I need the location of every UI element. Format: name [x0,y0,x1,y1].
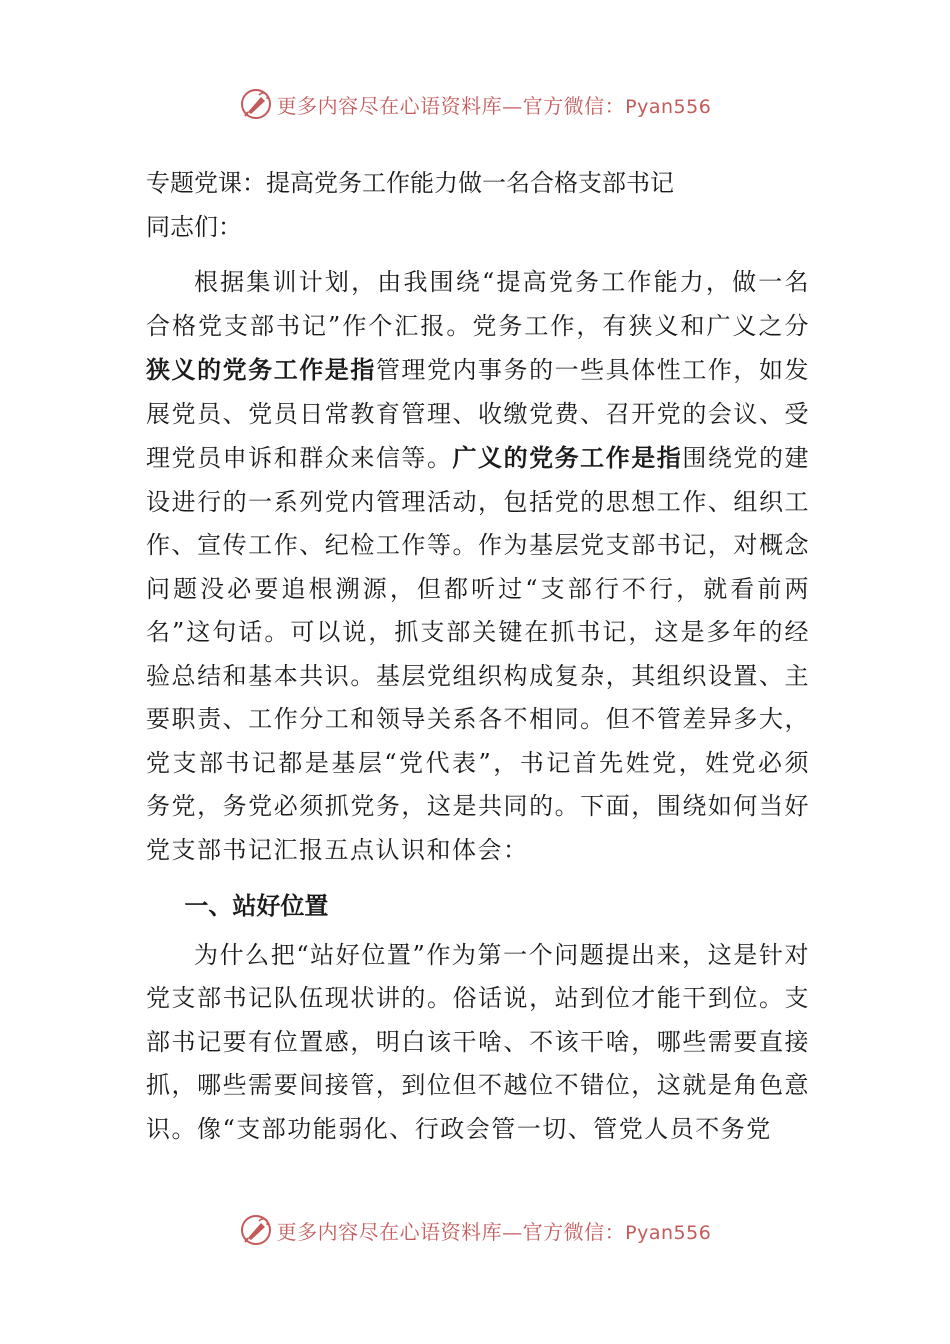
paragraph-text: 管理党内事务的一些具体性工作，如发展党员、党员日常教育管理、收缴党费、召开党的会议、受理党员申诉和群众来信等。 [146,356,810,472]
document-body [146,162,810,1151]
bold-phrase-broad: 广义的党务工作是指 [452,443,683,472]
watermark-text: 更多内容尽在心语资料库—官方微信：Pyan556 [276,1219,712,1244]
pen-nib-logo-icon [239,87,273,121]
paragraph-intro [146,261,810,872]
watermark-wechat-id: Pyan556 [625,1221,712,1244]
section-heading-1: 一、站好位置 [184,891,329,920]
paragraph-text: 围绕党的建设进行的一系列党内管理活动，包括党的思想工作、组织工作、宣传工作、纪检工作等。作为基层党支部书记，对概念问题没必要追根溯源，但都听过“支部行不行，就看前两名”这句话。可以说，抓支部关键在抓书记，这是多年的经验总结和基本共识。基层党组织构成复杂，其组织设置、主要职责、工作分工和领导关系各不相同。但不管差异多大，党支部书记都是基层“党代表”，书记首先姓党，姓党必须务党，务党必须抓党务，这是共同的。下面，围绕如何当好党支部书记汇报五点认识和体会： [146,444,811,864]
watermark-wechat-id: Pyan556 [625,95,712,118]
pen-nib-logo-icon [239,1213,273,1247]
watermark-footer [0,1210,950,1250]
greeting: 同志们： [146,212,242,241]
document-title: 专题党课：提高党务工作能力做一名合格支部书记 [146,169,674,197]
paragraph-text: 根据集训计划，由我围绕“提高党务工作能力，做一名合格党支部书记”作个汇报。党务工作，有狭义和广义之分 [146,268,810,340]
bold-phrase-narrow: 狭义的党务工作是指 [146,355,376,384]
watermark-header [0,84,950,124]
paragraph-section-1: 为什么把“站好位置”作为第一个问题提出来，这是针对党支部书记队伍现状讲的。俗话说，站到位才能干到位。支部书记要有位置感，明白该干啥、不该干啥，哪些需要直接抓，哪些需要间接管，到位但不越位不错位，这就是角色意识。像“支部功能弱化、行政会管一切、管党人员不务党 [146,940,810,1143]
watermark-text: 更多内容尽在心语资料库—官方微信：Pyan556 [276,93,712,118]
